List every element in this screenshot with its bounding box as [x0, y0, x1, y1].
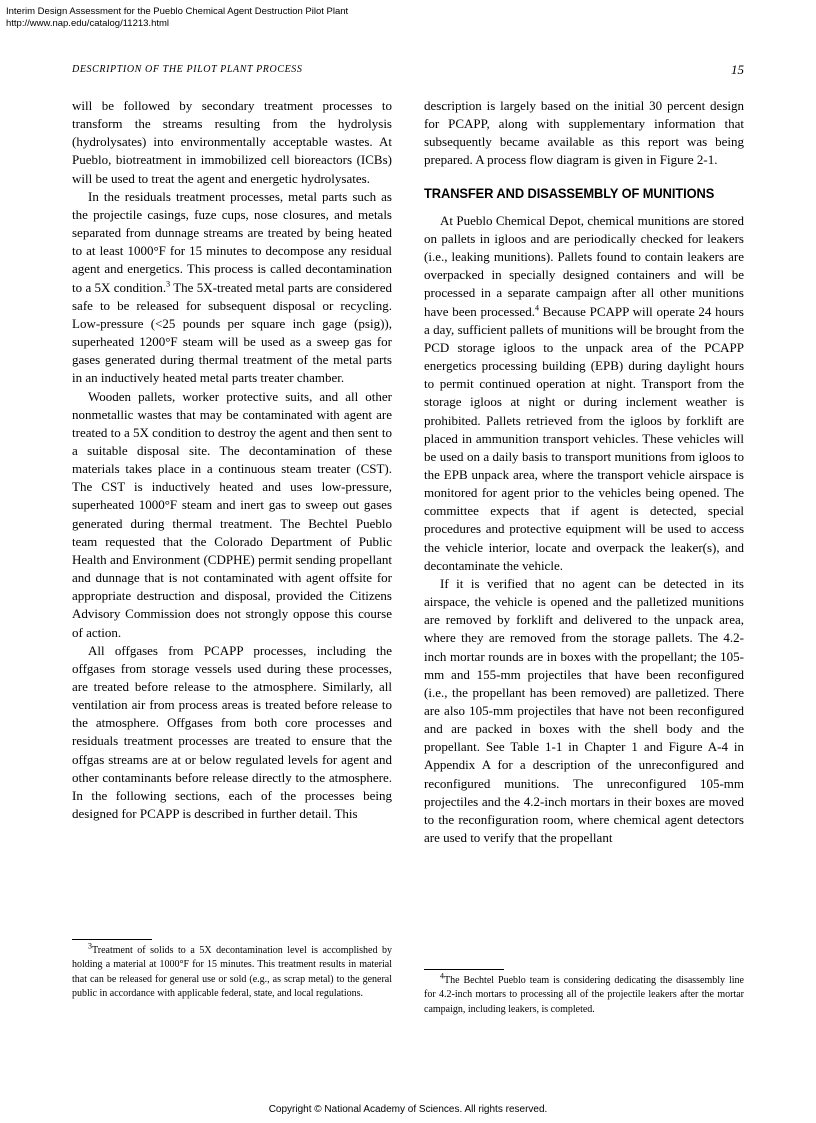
source-header — [6, 6, 348, 30]
paragraph: Wooden pallets, worker protective suits, and all other nonmetallic wastes that may be contaminated with agent are treated to a 5X condition to destroy the agent and then sent to a suitable disposal site. The decontamination of these materials takes place in a continuous steam treater (CST). The CST is inductively heated and uses low-pressure, superheated 1000°F steam and inert gas to sweep out gases generated during thermal treatment. The Bechtel Pueblo team requested that the Colorado Department of Public Health and Environment (CDPHE) permit sending propellant and dunnage that is not contaminated with agent offsite for appropriate destruction and disposal, provided the Citizens Advisory Commission does not strongly oppose this course of action. — [72, 388, 392, 640]
footnote-rule — [72, 939, 152, 940]
paragraph: All offgases from PCAPP processes, including the offgases from storage vessels used during these processes, are treated before release to the atmosphere. Similarly, all ventilation air from process areas is treated before release to the atmosphere. Offgases from both core processes and residuals treatment processes are treated to ensure that the offgas streams are at or below regulated levels for agent and other contaminants before release directly to the atmosphere. In the following sections, each of the processes being designed for PCAPP is described in further detail. This — [72, 642, 392, 822]
left-footnote — [72, 941, 392, 1001]
paragraph-text: The 5X-treated metal parts are considered safe to be released for subsequent disposal or recycling. Low-pressure (<25 pounds per square inch gage (psig)), superheated 1200°F steam will be used as a sweep gas for gases generated during thermal treatment of the metal parts in an inductively heated metal parts treater chamber. — [72, 279, 392, 386]
paragraph — [424, 212, 744, 575]
left-column — [72, 97, 392, 823]
paragraph-text: In the residuals treatment processes, metal parts such as the projectile casings, fuze cups, nose closures, and metals separated from dunnage streams are treated by being heated to at least 1000°F for 15 minutes to decompose any residual agent and energetics. This process is called decontamination to a 5X condition. — [72, 188, 392, 295]
copyright-footer: Copyright © National Academy of Sciences. All rights reserved. — [268, 1104, 548, 1115]
page-number: 15 — [731, 62, 744, 77]
source-title: Interim Design Assessment for the Pueblo Chemical Agent Destruction Pilot Plant — [6, 6, 349, 17]
footnote-marker: 3 — [88, 941, 92, 951]
paragraph-text: At Pueblo Chemical Depot, chemical munitions are stored on pallets in igloos and are periodically checked for leakers (i.e., leaking munitions). Pallets found to contain leakers are overpacked in specially designed containers and will be processed in a separate campaign after all other munitions have been processed. — [424, 212, 744, 319]
footnote-ref[interactable]: 4 — [534, 303, 539, 313]
right-column — [424, 97, 744, 847]
footnote-rule — [424, 969, 504, 970]
running-head: DESCRIPTION OF THE PILOT PLANT PROCESS — [72, 64, 303, 75]
right-footnote — [424, 971, 744, 1017]
source-url[interactable]: http://www.nap.edu/catalog/11213.html — [6, 18, 170, 29]
footnote-marker: 4 — [440, 971, 444, 981]
paragraph: description is largely based on the initial 30 percent design for PCAPP, along with supplementary information that subsequently became available as this report was being prepared. A process flow diagram is given in Figure 2-1. — [424, 98, 744, 168]
footnote — [424, 971, 744, 1017]
footnote-text: The Bechtel Pueblo team is considering dedicating the disassembly line for 4.2-inch mortars to processing all of the projectile leakers after the mortar campaign, including leakers, is completed. — [424, 975, 744, 1015]
paragraph — [72, 188, 392, 388]
section-heading: TRANSFER AND DISASSEMBLY OF MUNITIONS — [424, 184, 715, 201]
footnote — [72, 941, 392, 1001]
footnote-text: Treatment of solids to a 5X decontamination level is accomplished by holding a material at 1000°F for 15 minutes. This treatment results in material that can be released for general use or sold (e.g., as scrap metal) to the general public in accordance with applicable federal, state, and local regulations. — [72, 945, 392, 999]
paragraph: will be followed by secondary treatment processes to transform the streams resulting from the hydrolysis (hydrolysates) into environmentally acceptable wastes. At Pueblo, biotreatment in immobilized cell bioreactors (ICBs) will be used to treat the agent and energetic hydrolysates. — [72, 98, 392, 186]
paragraph-text: Because PCAPP will operate 24 hours a day, sufficient pallets of munitions will be brought from the PCD storage igloos to the unpack area of the PCAPP energetics processing building (EPB) during daylight hours to permit continued operation at night. Transport from the storage igloos at night or during inclement weather is prohibited. Pallets retrieved from the igloos by forklift are placed in ammunition transport vehicles. These vehicles will be used on a daily basis to transport munitions from igloos to the EPB unpack area, where the transport vehicle airspace is monitored for agent prior to the vehicles being opened. The committee expects that if agent is detected, special procedures and protective equipment will be used to access the vehicle interior, locate and overpack the leaker(s), and decontaminate the vehicle. — [424, 303, 744, 573]
footnote-ref[interactable]: 3 — [166, 279, 171, 289]
paragraph: If it is verified that no agent can be detected in its airspace, the vehicle is opened and the palletized munitions are removed by forklift and delivered to the unpack area, where they are removed from the storage pallets. The 4.2-inch mortar rounds are in boxes with the propellant; the 105-mm and 155-mm projectiles that have been reconfigured (i.e., the propellant has been removed) are palletized. There are also 105-mm projectiles that have not been reconfigured and are packed in boxes with the shell body and the propellant. See Table 1-1 in Chapter 1 and Figure A-4 in Appendix A for a description of the unreconfigured and reconfigured munitions. The unreconfigured 105-mm projectiles and the 4.2-inch mortars in their boxes are moved to the reconfiguration room, where chemical agent detectors are used to verify that the propellant — [424, 575, 744, 846]
